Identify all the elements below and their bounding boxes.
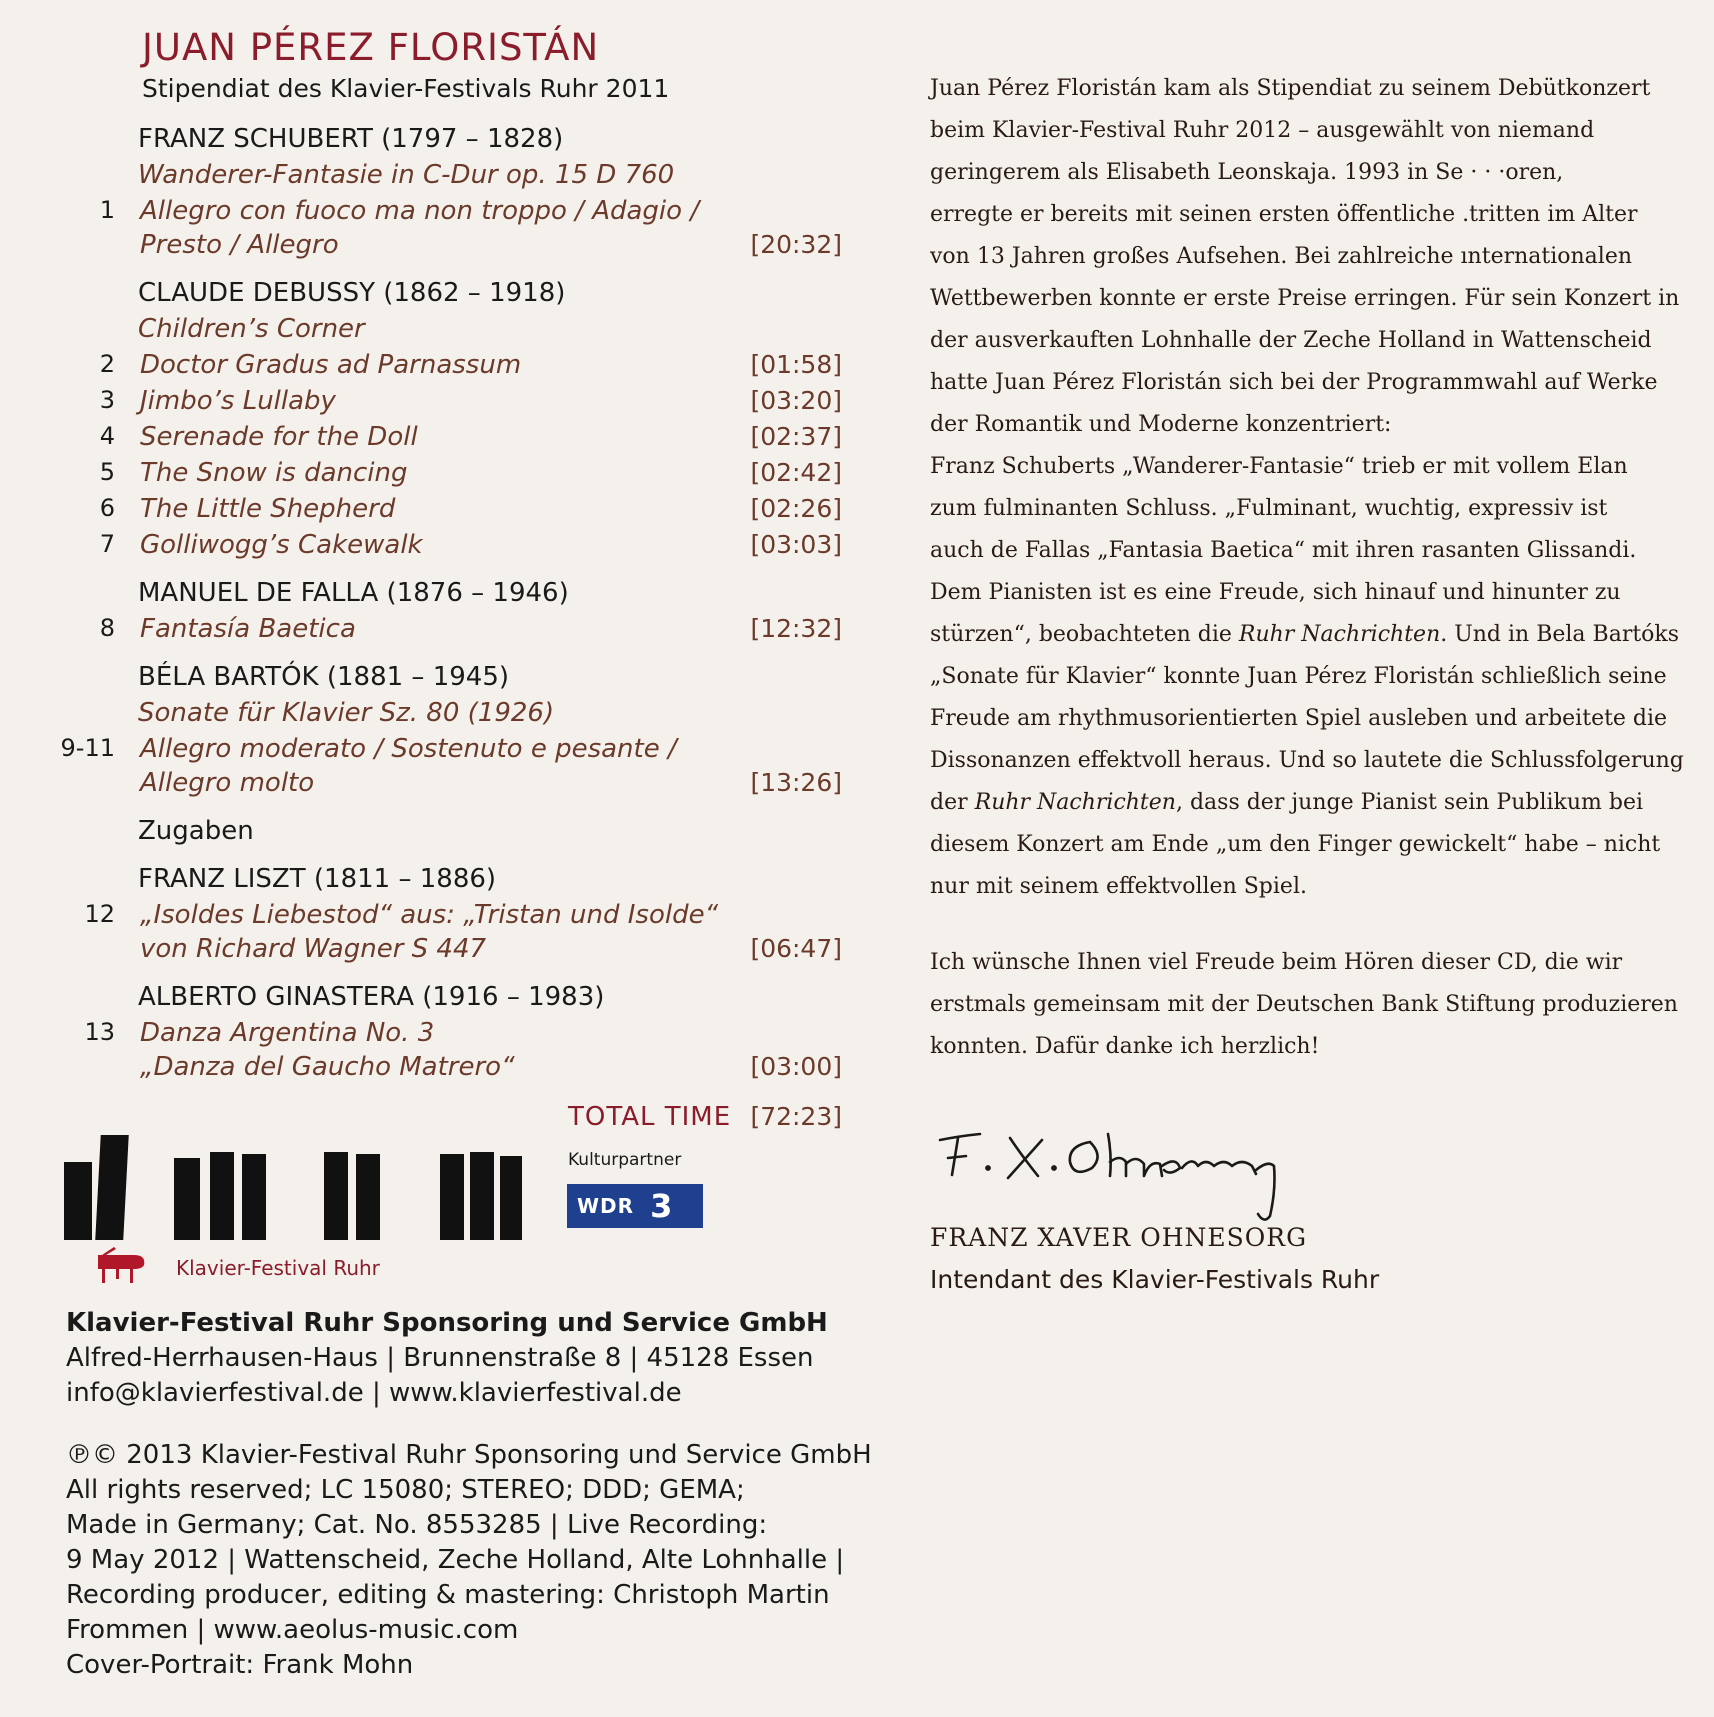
paragraph-line: Ich wünsche Ihnen viel Freude beim Hören dieser CD, die wir [930,950,1623,975]
wdr-logo-text: WDR [577,1194,635,1218]
legal-line: Recording producer, editing & mastering: Christoph Martin [66,1580,830,1610]
paragraph-line: Wettbewerben konnte er erste Preise erringen. Für sein Konzert in [930,286,1680,311]
track-row-continued [0,1052,860,1088]
track-title-line2: „Danza del Gaucho Matrero“ [140,1052,515,1082]
paragraph-line: der ausverkauften Lohnhalle der Zeche Holland in Wattenscheid [930,328,1652,353]
newspaper-name: Ruhr Nachrichten [1238,622,1441,647]
newspaper-name: Ruhr Nachrichten [974,790,1176,815]
track-title: Golliwogg’s Cakewalk [140,530,423,560]
paragraph-line: auch de Fallas „Fantasia Baetica“ mit ihren rasanten Glissandi. [930,538,1637,563]
right-column [930,0,1690,1717]
track-duration: [03:20] [750,386,842,415]
company-contact: info@klavierfestival.de | www.klavierfestival.de [66,1378,682,1408]
track-row [0,386,860,422]
paragraph-line: Franz Schuberts „Wanderer-Fantasie“ trieb er mit vollem Elan [930,454,1628,479]
track-title: Fantasía Baetica [140,614,356,644]
track-row-continued [0,934,860,970]
encores-heading: Zugaben [138,816,254,846]
paragraph-line: „Sonate für Klavier“ konnte Juan Pérez Floristán schließlich seine [930,664,1667,689]
track-number: 4 [99,422,115,450]
paragraph-line: konnten. Dafür danke ich herzlich! [930,1034,1320,1059]
legal-line: 9 May 2012 | Wattenscheid, Zeche Holland, Alte Lohnhalle | [66,1545,845,1575]
total-time-label: TOTAL TIME [568,1102,732,1132]
festival-logo [64,1135,564,1285]
track-row [0,1018,860,1054]
track-row [0,350,860,386]
paragraph-line: nur mit seinem effektvollen Spiel. [930,874,1307,899]
signer-role: Intendant des Klavier-Festivals Ruhr [930,1265,1380,1294]
legal-line: All rights reserved; LC 15080; STEREO; DDD; GEMA; [66,1475,745,1505]
company-name: Klavier-Festival Ruhr Sponsoring und Service GmbH [66,1308,828,1338]
track-row [0,614,860,650]
paragraph-line: Dem Pianisten ist es eine Freude, sich hinauf und hinunter zu [930,580,1621,605]
track-row-continued [0,768,860,804]
track-row [0,734,860,770]
composer-heading: FRANZ SCHUBERT (1797 – 1828) [138,124,564,154]
paragraph-line: erregte er bereits mit seinen ersten öffentliche .tritten im Alter [930,202,1638,227]
track-duration: [20:32] [750,230,842,259]
track-row [0,494,860,530]
track-duration: [02:37] [750,422,842,451]
paragraph-line: von 13 Jahren großes Aufsehen. Bei zahlreiche ınternationalen [930,244,1633,269]
paragraph-line: zum fulminanten Schluss. „Fulminant, wuchtig, expressiv ist [930,496,1608,521]
track-number: 7 [99,530,115,558]
track-row [0,196,860,232]
track-duration: [02:42] [750,458,842,487]
track-number: 5 [99,458,115,486]
track-title: Danza Argentina No. 3 [140,1018,435,1048]
paragraph-line: Juan Pérez Floristán kam als Stipendiat zu seinem Debütkonzert [930,76,1651,101]
paragraph-line: Dissonanzen effektvoll heraus. Und so lautete die Schlussfolgerung [930,748,1684,773]
paragraph-line: Freude am rhythmusorientierten Spiel ausleben und arbeitete die [930,706,1668,731]
track-duration: [03:03] [750,530,842,559]
track-title: Allegro con fuoco ma non troppo / Adagio / [140,196,700,226]
track-row [0,900,860,936]
paragraph-line: hatte Juan Pérez Floristán sich bei der Programmwahl auf Werke [930,370,1658,395]
track-number: 9-11 [60,734,115,762]
artist-subtitle: Stipendiat des Klavier-Festivals Ruhr 2011 [142,74,670,103]
legal-line: Made in Germany; Cat. No. 8553285 | Live Recording: [66,1510,768,1540]
track-duration: [03:00] [750,1052,842,1081]
piano-keys-logo [64,1135,554,1240]
signer-name: FRANZ XAVER OHNESORG [930,1223,1308,1252]
total-time-value: [72:23] [750,1102,842,1131]
track-row [0,422,860,458]
track-row-continued [0,230,860,266]
track-duration: [13:26] [750,768,842,797]
track-number: 13 [84,1018,115,1046]
track-number: 12 [84,900,115,928]
track-title: Allegro moderato / Sostenuto e pesante / [140,734,677,764]
track-title: „Isoldes Liebestod“ aus: „Tristan und Isolde“ [140,900,719,930]
legal-line: Cover-Portrait: Frank Mohn [66,1650,414,1680]
track-title-line2: von Richard Wagner S 447 [140,934,487,964]
track-title: The Little Shepherd [140,494,396,524]
wdr3-logo [567,1184,703,1228]
company-address: Alfred-Herrhausen-Haus | Brunnenstraße 8 | 45128 Essen [66,1343,814,1373]
composer-heading: CLAUDE DEBUSSY (1862 – 1918) [138,278,566,308]
composer-heading: MANUEL DE FALLA (1876 – 1946) [138,578,569,608]
kulturpartner-label: Kulturpartner [568,1150,682,1170]
wdr-logo-number: 3 [650,1187,673,1225]
track-duration: [06:47] [750,934,842,963]
track-title: Serenade for the Doll [140,422,418,452]
track-title: Jimbo’s Lullaby [140,386,336,416]
track-number: 6 [99,494,115,522]
composer-heading: ALBERTO GINASTERA (1916 – 1983) [138,982,605,1012]
track-number: 2 [99,350,115,378]
legal-line: ℗© 2013 Klavier-Festival Ruhr Sponsoring und Service GmbH [66,1440,872,1470]
work-title: Wanderer-Fantasie in C-Dur op. 15 D 760 [138,160,675,190]
work-title: Sonate für Klavier Sz. 80 (1926) [138,698,555,728]
track-title-line2: Allegro molto [140,768,315,798]
track-row [0,458,860,494]
paragraph-line: erstmals gemeinsam mit der Deutschen Bank Stiftung produzieren [930,992,1678,1017]
paragraph-line: der Ruhr Nachrichten, dass der junge Pianist sein Publikum bei [930,790,1644,815]
track-row [0,530,860,566]
composer-heading: BÉLA BARTÓK (1881 – 1945) [138,662,510,692]
paragraph-line: der Romantik und Moderne konzentriert: [930,412,1392,437]
track-number: 8 [99,614,115,642]
legal-line: Frommen | www.aeolus-music.com [66,1615,519,1645]
track-title: The Snow is dancing [140,458,408,488]
handwritten-signature [930,1120,1350,1230]
track-duration: [12:32] [750,614,842,643]
track-number: 3 [99,386,115,414]
track-title-line2: Presto / Allegro [140,230,339,260]
paragraph-line: stürzen“, beobachteten die Ruhr Nachrichten. Und in Bela Bartóks [930,622,1680,647]
paragraph-line: geringerem als Elisabeth Leonskaja. 1993 in Se · · ·oren, [930,160,1564,185]
paragraph-line: beim Klavier-Festival Ruhr 2012 – ausgewählt von niemand [930,118,1595,143]
track-duration: [02:26] [750,494,842,523]
track-number: 1 [99,196,115,224]
paragraph-line: diesem Konzert am Ende „um den Finger gewickelt“ habe – nicht [930,832,1661,857]
grand-piano-icon [94,1247,148,1287]
track-title: Doctor Gradus ad Parnassum [140,350,522,380]
work-title: Children’s Corner [138,314,365,344]
composer-heading: FRANZ LISZT (1811 – 1886) [138,864,497,894]
track-duration: [01:58] [750,350,842,379]
artist-name: JUAN PÉREZ FLORISTÁN [142,26,600,69]
festival-logo-label: Klavier-Festival Ruhr [176,1256,380,1280]
